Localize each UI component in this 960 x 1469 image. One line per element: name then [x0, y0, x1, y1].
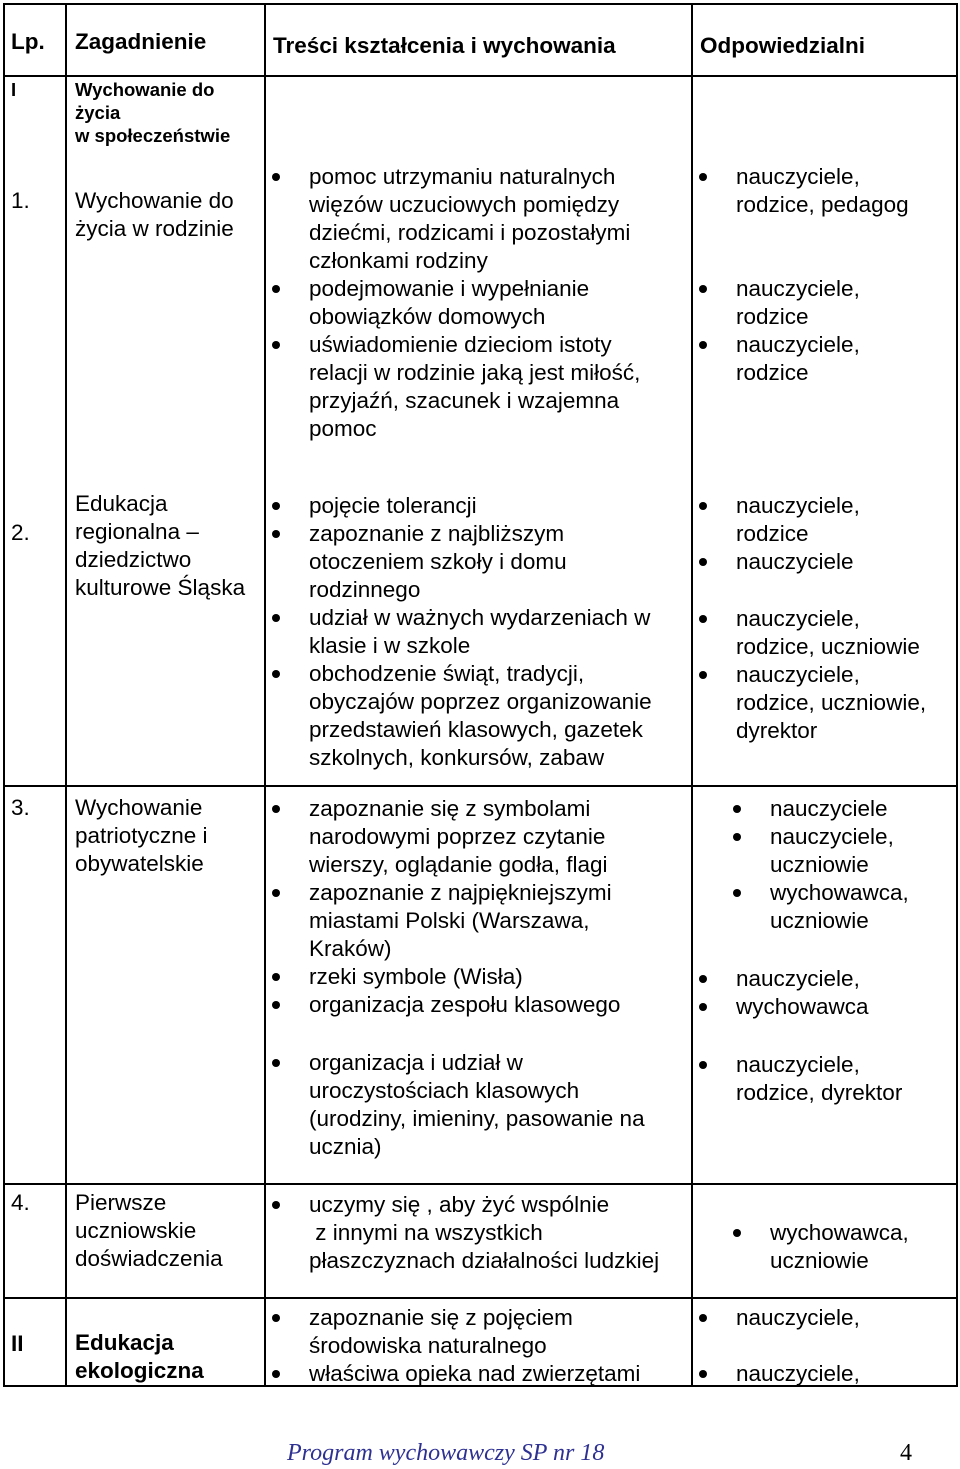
- responsible-list: [695, 163, 909, 219]
- content-list: [268, 1191, 659, 1275]
- content-item: zapoznanie się z symbolami narodowymi poprzez czytanie wierszy, oglądanie godła, flagi: [268, 795, 620, 879]
- responsible-item: nauczyciele, rodzice: [695, 275, 860, 331]
- responsible-list: [695, 605, 926, 745]
- content-item: zapoznanie z najpiękniejszymi miastami Polski (Warszawa, Kraków): [268, 879, 620, 963]
- topic-cell: Wychowanie do życia w rodzinie: [75, 188, 234, 241]
- content-item: obchodzenie świąt, tradycji, obyczajów poprzez organizowanie przedstawień klasowych, gazetek szkolnych, konkursów, zabaw: [268, 660, 652, 772]
- responsible-item: nauczyciele, rodzice: [695, 492, 860, 548]
- responsible-item: nauczyciele,: [695, 965, 869, 993]
- header-zagadnienie: Zagadnienie: [75, 29, 207, 54]
- table-border-top: [3, 3, 958, 5]
- section-title: Edukacja ekologiczna: [75, 1330, 204, 1383]
- responsible-item: wychowawca, uczniowie: [729, 1219, 909, 1275]
- responsible-item: nauczyciele: [695, 548, 860, 576]
- responsible-list: [695, 275, 860, 387]
- content-list: [268, 1049, 645, 1161]
- content-item: uświadomienie dzieciom istoty relacji w rodzinie jaką jest miłość, przyjaźń, szacunek i wzajemna pomoc: [268, 331, 640, 443]
- responsible-item: nauczyciele, rodzice: [695, 331, 860, 387]
- responsible-item: nauczyciele, rodzice, uczniowie: [695, 605, 926, 661]
- row-number: 1.: [11, 188, 30, 213]
- row-divider: [3, 1297, 958, 1299]
- responsible-item: nauczyciele,: [695, 1304, 860, 1332]
- column-divider: [65, 3, 67, 1387]
- header-odpowiedzialni: Odpowiedzialni: [700, 33, 866, 58]
- responsible-list: [729, 1219, 909, 1275]
- responsible-list: [695, 1304, 860, 1332]
- content-list: [268, 795, 620, 1019]
- responsible-item: wychowawca: [695, 993, 869, 1021]
- responsible-list: [695, 1051, 902, 1107]
- topic-cell: Edukacja regionalna – dziedzictwo kulturowe Śląska: [75, 491, 246, 600]
- responsible-item: nauczyciele,: [695, 1360, 860, 1388]
- row-divider: [3, 785, 958, 787]
- row-divider: [3, 75, 958, 77]
- row-number: 2.: [11, 520, 30, 545]
- content-item: zapoznanie z najbliższym otoczeniem szkoły i domu rodzinnego: [268, 520, 652, 604]
- header-tresci: Treści kształcenia i wychowania: [273, 33, 616, 58]
- section-number: II: [11, 1331, 24, 1356]
- table-border-left: [3, 3, 5, 1387]
- column-divider: [691, 3, 693, 1387]
- content-list: [268, 492, 652, 772]
- content-list: [268, 1304, 640, 1388]
- responsible-list: [729, 795, 909, 935]
- content-item: zapoznanie się z pojęciem środowiska naturalnego: [268, 1304, 640, 1360]
- responsible-item: nauczyciele: [729, 795, 909, 823]
- content-item: uczymy się , aby żyć wspólnie z innymi na wszystkich płaszczyznach działalności ludzkiej: [268, 1191, 659, 1275]
- responsible-list: [695, 1360, 860, 1388]
- responsible-item: nauczyciele, rodzice, dyrektor: [695, 1051, 902, 1107]
- responsible-list: [695, 965, 869, 1021]
- header-lp: Lp.: [11, 29, 45, 54]
- content-item: organizacja zespołu klasowego: [268, 991, 620, 1019]
- content-item: pojęcie tolerancji: [268, 492, 652, 520]
- responsible-list: [695, 492, 860, 576]
- responsible-item: nauczyciele, rodzice, uczniowie, dyrektor: [695, 661, 926, 745]
- responsible-item: nauczyciele, uczniowie: [729, 823, 909, 879]
- responsible-item: wychowawca, uczniowie: [729, 879, 909, 935]
- page-number: 4: [900, 1440, 912, 1466]
- footer-program-title: Program wychowawczy SP nr 18: [287, 1440, 605, 1466]
- content-list: [268, 163, 640, 443]
- row-number: 4.: [11, 1190, 30, 1215]
- section-title: Wychowanie do życia w społeczeństwie: [75, 79, 231, 146]
- column-divider: [264, 3, 266, 1387]
- content-item: właściwa opieka nad zwierzętami: [268, 1360, 640, 1388]
- table-border-right: [956, 3, 958, 1387]
- content-item: pomoc utrzymaniu naturalnych więzów uczuciowych pomiędzy dziećmi, rodzicami i pozostałymi członkami rodziny: [268, 163, 640, 275]
- content-item: podejmowanie i wypełnianie obowiązków domowych: [268, 275, 640, 331]
- content-item: rzeki symbole (Wisła): [268, 963, 620, 991]
- row-number: 3.: [11, 795, 30, 820]
- row-divider: [3, 1183, 958, 1185]
- content-item: udział w ważnych wydarzeniach w klasie i w szkole: [268, 604, 652, 660]
- topic-cell: Pierwsze uczniowskie doświadczenia: [75, 1190, 223, 1271]
- responsible-item: nauczyciele, rodzice, pedagog: [695, 163, 909, 219]
- content-item: organizacja i udział w uroczystościach klasowych (urodziny, imieniny, pasowanie na ucznia): [268, 1049, 645, 1161]
- topic-cell: Wychowanie patriotyczne i obywatelskie: [75, 795, 208, 876]
- section-number: I: [11, 79, 17, 100]
